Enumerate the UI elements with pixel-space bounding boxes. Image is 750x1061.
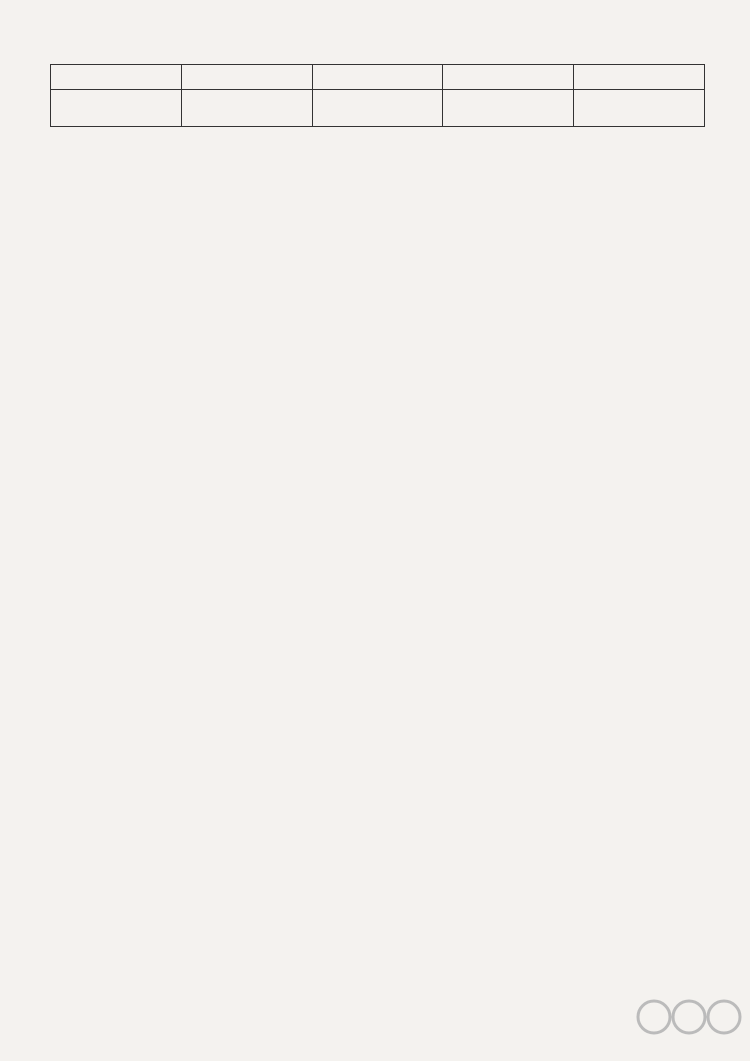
table-cell xyxy=(574,65,705,90)
table-cell xyxy=(181,65,312,90)
plot-table xyxy=(50,64,705,127)
table-cell xyxy=(574,90,705,127)
table-cell xyxy=(443,65,574,90)
table-cell xyxy=(312,65,443,90)
table-row xyxy=(51,65,705,90)
table-cell xyxy=(443,90,574,127)
table-cell xyxy=(51,90,182,127)
table-row xyxy=(51,90,705,127)
document-page xyxy=(50,52,705,141)
table-cell xyxy=(312,90,443,127)
watermark-logo xyxy=(634,995,744,1055)
table-cell xyxy=(181,90,312,127)
table-cell xyxy=(51,65,182,90)
